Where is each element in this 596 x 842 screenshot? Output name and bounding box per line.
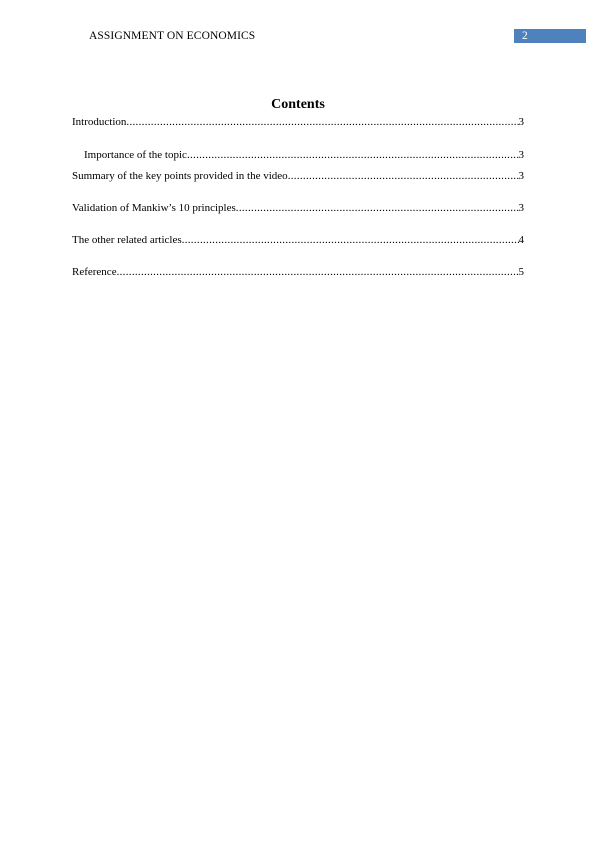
- toc-entry-validation[interactable]: [72, 201, 524, 215]
- toc-heading: Contents: [271, 97, 325, 112]
- toc-dot-leader: [182, 233, 519, 247]
- toc-dot-leader: [288, 169, 519, 183]
- toc-entry-label: The other related articles: [72, 234, 182, 246]
- toc-entry-page: 4: [518, 234, 524, 246]
- toc-entry-label: Reference: [72, 266, 117, 278]
- toc-dot-leader: [236, 201, 519, 215]
- toc-entry-summary[interactable]: [72, 169, 524, 183]
- toc-entry-introduction[interactable]: [72, 115, 524, 129]
- toc-entry-label: Importance of the topic: [84, 149, 187, 161]
- toc-entry-page: 5: [518, 266, 524, 278]
- toc-dot-leader: [126, 115, 518, 129]
- toc-entry-reference[interactable]: [72, 265, 524, 279]
- toc-entry-page: 3: [518, 202, 524, 214]
- toc-entry-label: Summary of the key points provided in the video: [72, 170, 288, 182]
- header-title: ASSIGNMENT ON ECONOMICS: [89, 30, 256, 42]
- toc-entry-label: Validation of Mankiw’s 10 principles: [72, 202, 236, 214]
- toc-entry-page: 3: [518, 170, 524, 182]
- toc-dot-leader: [187, 148, 519, 162]
- toc-entry-related-articles[interactable]: [72, 233, 524, 247]
- toc-entry-importance-of-topic[interactable]: [84, 148, 524, 162]
- toc-entry-page: 3: [518, 149, 524, 161]
- toc-entry-label: Introduction: [72, 116, 127, 128]
- toc-dot-leader: [117, 265, 519, 279]
- toc-entry-page: 3: [518, 116, 524, 128]
- page-number-badge: 2: [514, 29, 586, 43]
